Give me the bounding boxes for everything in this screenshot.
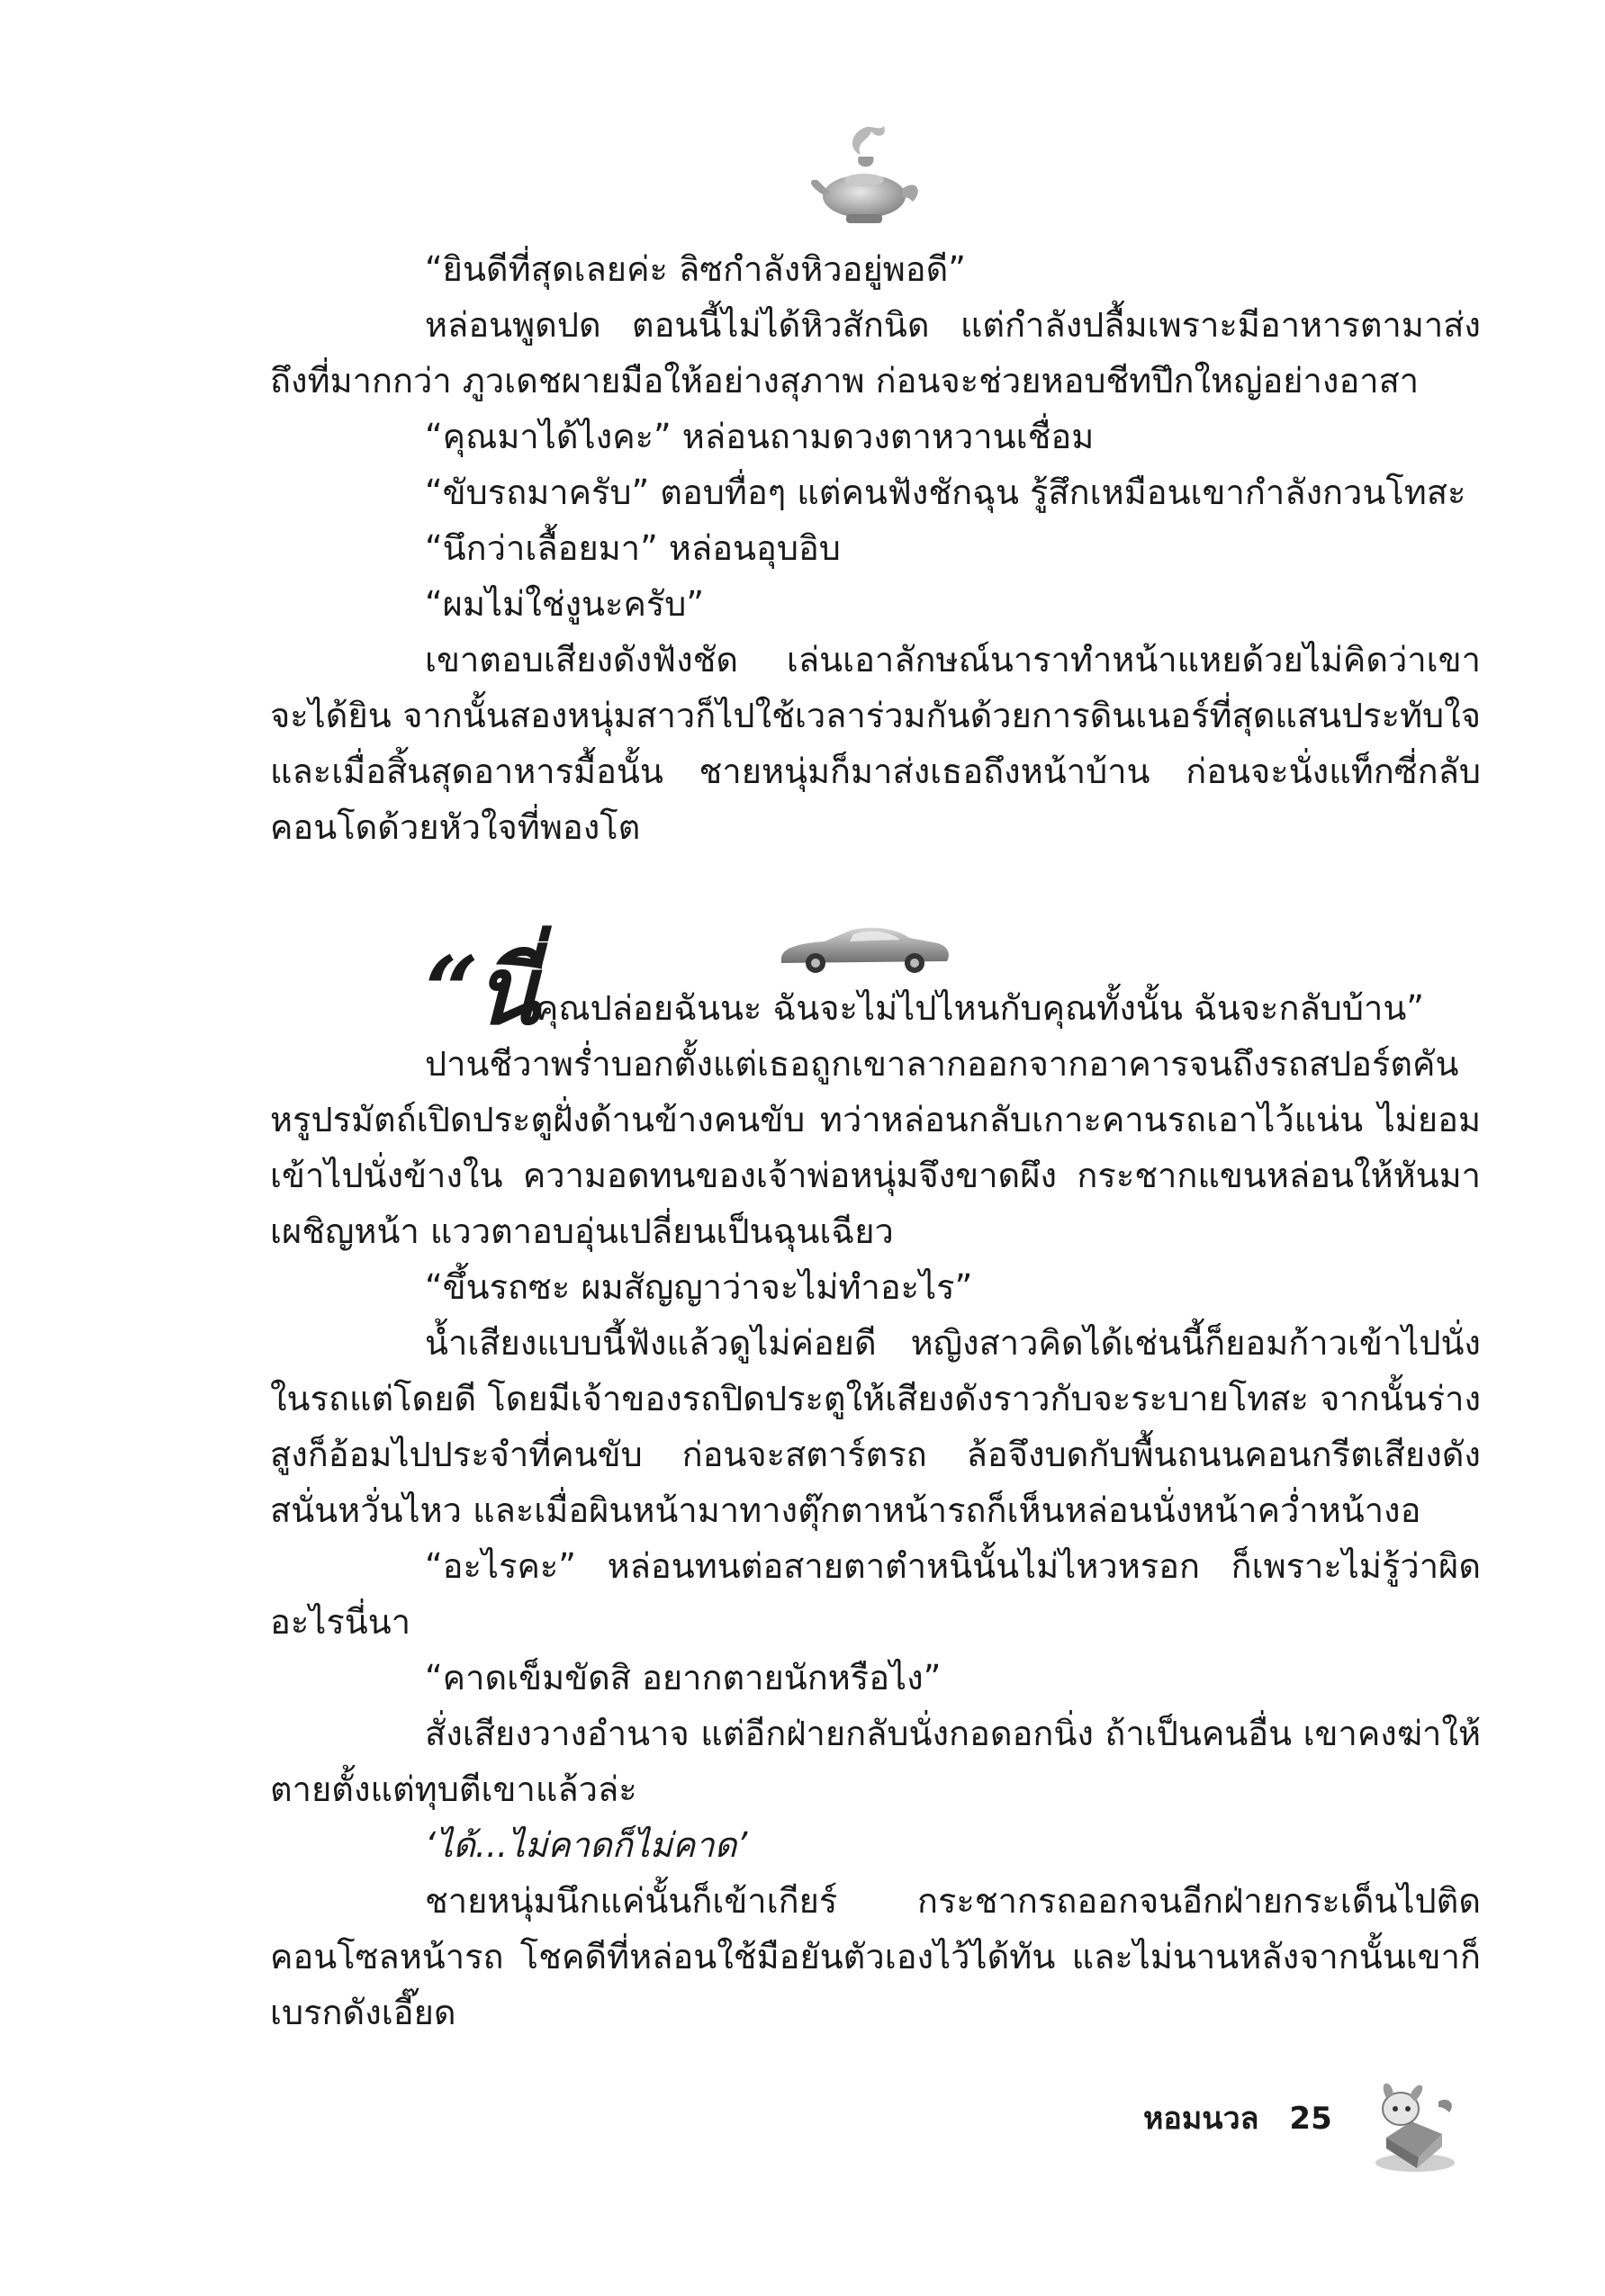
paragraph: สั่งเสียงวางอำนาจ แต่อีกฝ่ายกลับนั่งกอดอกนิ่ง ถ้าเป็นคนอื่น เขาคงฆ่าให้ตายตั้งแต่ทุบตีเขาแล้วล่ะ [270,1714,1481,1809]
section-1 [270,241,1481,855]
paragraph: “อะไรคะ” หล่อนทนต่อสายตาตำหนินั้นไม่ไหวหรอก ก็เพราะไม่รู้ว่าผิดอะไรนี่นา [270,1546,1481,1642]
page-number: 25 [1289,2101,1332,2137]
drop-cap: “นี่ [425,935,536,1046]
paragraph: ชายหนุ่มนึกแค่นั้นก็เข้าเกียร์ กระชากรถออกจนอีกฝ่ายกระเด็นไปติดคอนโซลหน้ารถ โชคดีที่หล่อนใช้มือยันตัวเองไว้ได้ทัน และไม่นานหลังจากนั้นเขาก็เบรกดังเอี๊ยด [270,1881,1481,2032]
mascot-ornament-icon [1359,2075,1467,2178]
lead-paragraph [270,935,1481,1046]
paragraph-thought: ‘ได้...ไม่คาดก็ไม่คาด’ [425,1825,748,1865]
paragraph: หล่อนพูดปด ตอนนี้ไม่ได้หิวสักนิด แต่กำลังปลื้มเพราะมีอาหารตามาส่งถึงที่มากกว่า ภูวเดชผายมือให้อย่างสุภาพ ก่อนจะช่วยหอบชีทปึกใหญ่อย่างอาสา [270,305,1481,401]
paragraph: ปานชีวาพร่ำบอกตั้งแต่เธอถูกเขาลากออกจากอาคารจนถึงรถสปอร์ตคันหรูปรมัตถ์เปิดประตูฝั่งด้านข้างคนขับ ทว่าหล่อนกลับเกาะคานรถเอาไว้แน่น ไม่ยอมเข้าไปนั่งข้างใน ความอดทนของเจ้าพ่อหนุ่มจึงขาดผึง กระชากแขนหล่อนให้หันมาเผชิญหน้า แววตาอบอุ่นเปลี่ยนเป็นฉุนเฉียว [270,1044,1481,1251]
page-footer [1143,2093,1363,2142]
paragraph: “ยินดีที่สุดเลยค่ะ ลิซกำลังหิวอยู่พอดี” [425,249,966,289]
paragraph: “ผมไม่ใช่งูนะครับ” [425,584,705,624]
paragraph: “นึกว่าเลื้อยมา” หล่อนอุบอิบ [425,528,841,568]
paragraph: “คุณมาได้ไงคะ” หล่อนถามดวงตาหวานเชื่อม [425,417,1095,456]
teapot-ornament-icon [801,115,927,241]
paragraph: เขาตอบเสียงดังฟังชัด เล่นเอาลักษณ์นาราทำหน้าแหยด้วยไม่คิดว่าเขาจะได้ยิน จากนั้นสองหนุ่มสาวก็ไปใช้เวลาร่วมกันด้วยการดินเนอร์ที่สุดแสนประทับใจ และเมื่อสิ้นสุดอาหารมื้อนั้น ชายหนุ่มก็มาส่งเธอถึงหน้าบ้าน ก่อนจะนั่งแท็กซี่กลับคอนโดด้วยหัวใจที่พองโต [270,640,1481,847]
lead-text: คุณปล่อยฉันนะ ฉันจะไม่ไปไหนกับคุณทั้งนั้น ฉันจะกลับบ้าน” [535,988,1424,1028]
paragraph: “คาดเข็มขัดสิ อยากตายนักหรือไง” [425,1658,942,1697]
paragraph: “ขับรถมาครับ” ตอบทื่อๆ แต่คนฟังชักฉุน รู้สึกเหมือนเขากำลังกวนโทสะ [425,473,1466,512]
paragraph: “ขึ้นรถซะ ผมสัญญาว่าจะไม่ทำอะไร” [425,1267,973,1307]
publisher-name: หอมนวล [1143,2101,1259,2137]
section-2 [270,935,1481,2040]
paragraph: น้ำเสียงแบบนี้ฟังแล้วดูไม่ค่อยดี หญิงสาวคิดได้เช่นนี้ก็ยอมก้าวเข้าไปนั่งในรถแต่โดยดี โดยมีเจ้าของรถปิดประตูให้เสียงดังราวกับจะระบายโทสะ จากนั้นร่างสูงก็อ้อมไปประจำที่คนขับ ก่อนจะสตาร์ตรถ ล้อจึงบดกับพื้นถนนคอนกรีตเสียงดังสนั่นหวั่นไหว และเมื่อผินหน้ามาทางตุ๊กตาหน้ารถก็เห็นหล่อนนั่งหน้าคว่ำหน้างอ [270,1323,1481,1530]
